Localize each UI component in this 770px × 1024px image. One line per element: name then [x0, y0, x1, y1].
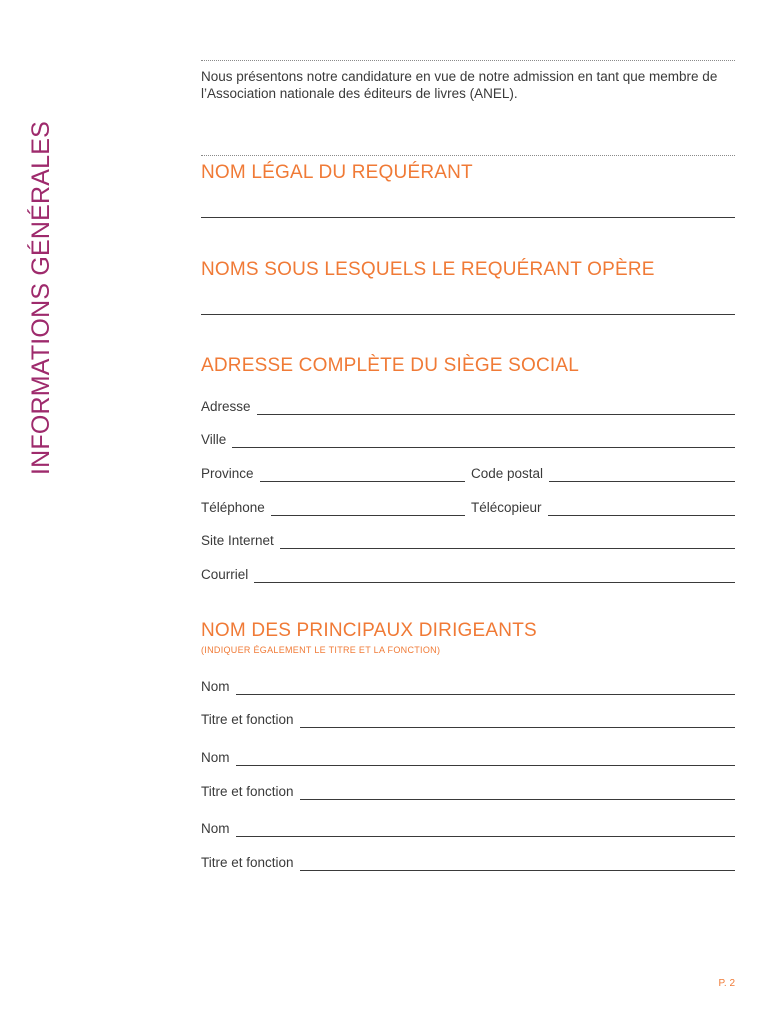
leader-name-label: Nom	[201, 750, 230, 765]
address-row	[201, 397, 735, 415]
leaders-heading: NOM DES PRINCIPAUX DIRIGEANTS	[201, 620, 537, 641]
leader-name-label: Nom	[201, 821, 230, 836]
leaders-note: (INDIQUER ÉGALEMENT LE TITRE ET LA FONCTION)	[201, 645, 441, 655]
city-row	[201, 430, 735, 448]
email-label: Courriel	[201, 567, 249, 582]
address-label: Adresse	[201, 399, 251, 414]
leader-name-field[interactable]	[236, 752, 735, 766]
leader-name-row	[201, 819, 735, 837]
leader-name-label: Nom	[201, 679, 230, 694]
province-field[interactable]	[260, 468, 465, 482]
leader-name-row	[201, 748, 735, 766]
leader-title-label: Titre et fonction	[201, 855, 294, 870]
leader-title-label: Titre et fonction	[201, 784, 294, 799]
leader-title-field[interactable]	[300, 786, 735, 800]
email-row	[201, 565, 735, 583]
leader-title-label: Titre et fonction	[201, 712, 294, 727]
fax-label: Télécopieur	[471, 500, 542, 515]
website-row	[201, 531, 735, 549]
phone-label: Téléphone	[201, 500, 265, 515]
fax-field[interactable]	[548, 502, 735, 516]
website-label: Site Internet	[201, 533, 274, 548]
operating-names-field[interactable]	[201, 314, 735, 315]
leader-title-row	[201, 782, 735, 800]
address-field[interactable]	[257, 401, 735, 415]
phone-row	[201, 498, 735, 516]
legal-name-heading: NOM LÉGAL DU REQUÉRANT	[201, 162, 473, 183]
legal-name-field[interactable]	[201, 217, 735, 218]
divider	[201, 155, 735, 156]
leader-title-row	[201, 710, 735, 728]
postal-code-field[interactable]	[549, 468, 735, 482]
leader-title-field[interactable]	[300, 714, 735, 728]
postal-code-label: Code postal	[471, 466, 544, 481]
province-label: Province	[201, 466, 254, 481]
province-row	[201, 464, 735, 482]
website-field[interactable]	[280, 535, 735, 549]
email-field[interactable]	[254, 569, 735, 583]
page-number: P. 2	[718, 978, 735, 989]
leader-title-row	[201, 853, 735, 871]
leader-name-field[interactable]	[236, 681, 735, 695]
city-field[interactable]	[232, 434, 735, 448]
intro-text: Nous présentons notre candidature en vue de notre admission en tant que membre de l’Association nationale des éditeurs de livres (ANEL).	[201, 69, 718, 101]
leader-title-field[interactable]	[300, 857, 735, 871]
leader-name-row	[201, 677, 735, 695]
address-heading: ADRESSE COMPLÈTE DU SIÈGE SOCIAL	[201, 355, 580, 376]
operating-names-heading: NOMS SOUS LESQUELS LE REQUÉRANT OPÈRE	[201, 259, 655, 280]
side-title: INFORMATIONS GÉNÉRALES	[27, 121, 55, 475]
divider	[201, 60, 735, 61]
leader-name-field[interactable]	[236, 823, 735, 837]
phone-field[interactable]	[271, 502, 465, 516]
city-label: Ville	[201, 432, 227, 447]
